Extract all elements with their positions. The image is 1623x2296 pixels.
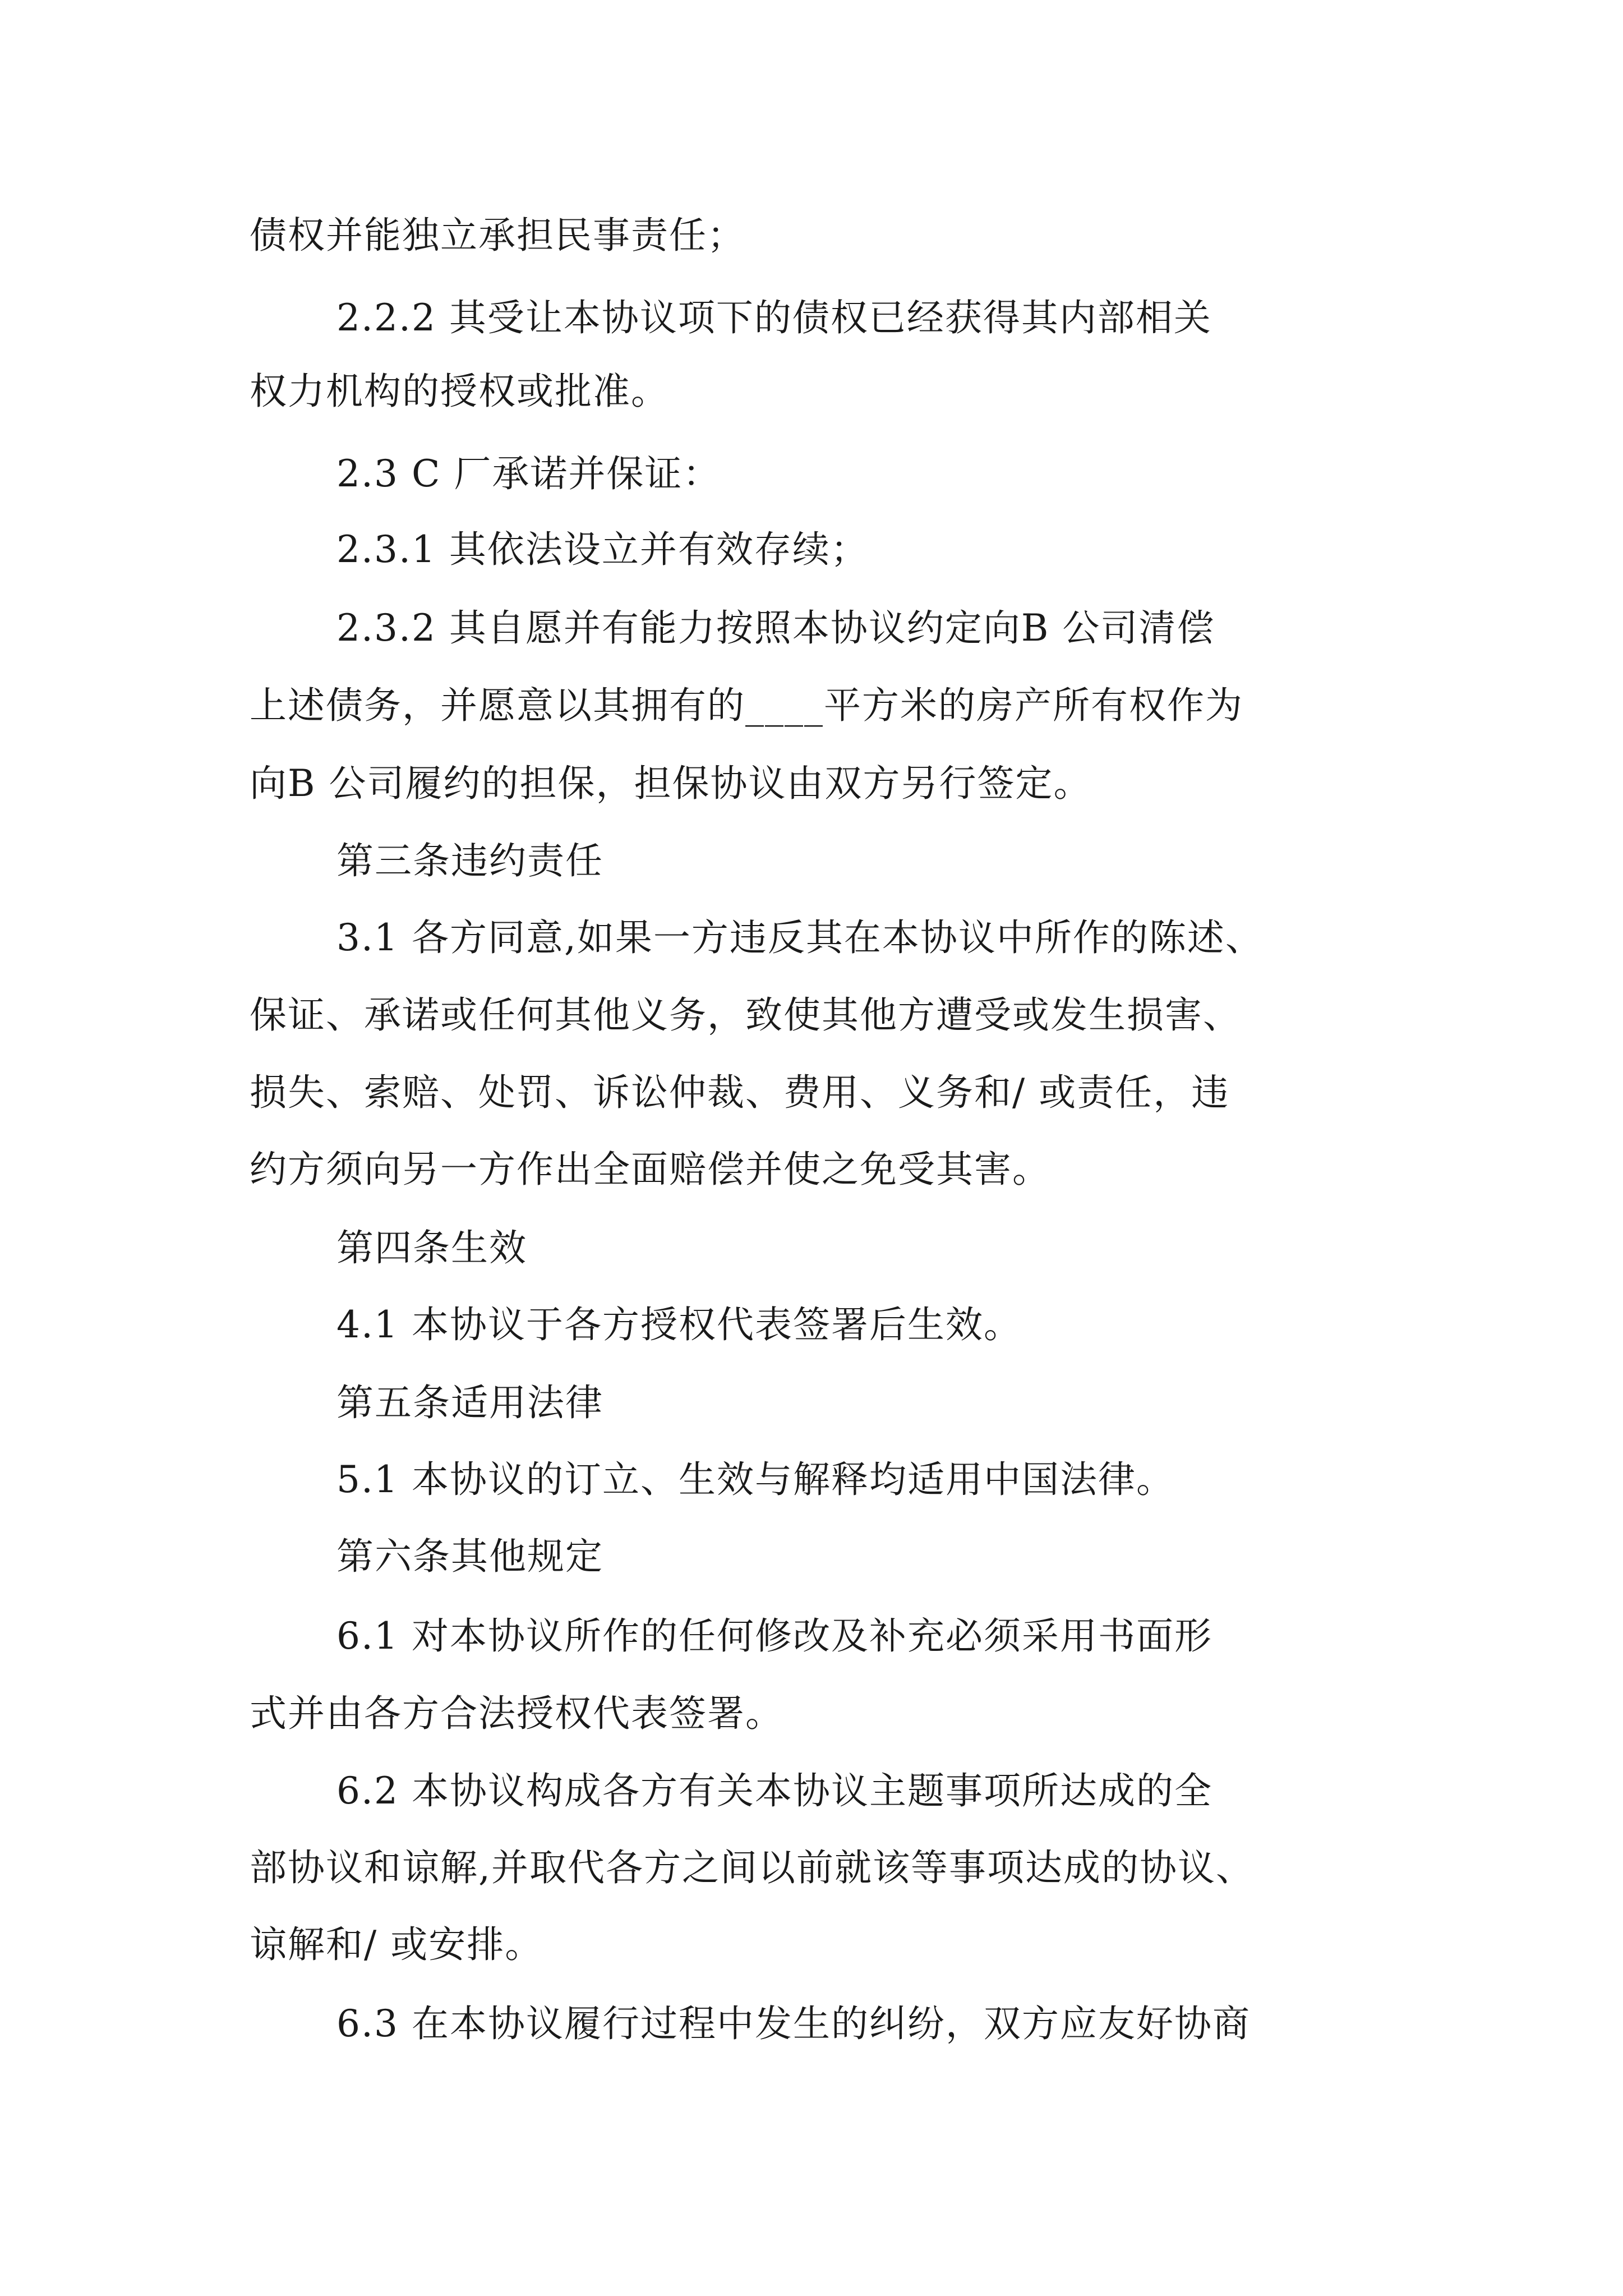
text-line: 5.1 本协议的订立、生效与解释均适用中国法律。 — [336, 1458, 1174, 1501]
section-heading: 第四条生效 — [336, 1226, 527, 1269]
text-line: 上述债务，并愿意以其拥有的____平方米的房产所有权作为 — [250, 684, 1243, 727]
text-line: 2.3 C 厂承诺并保证： — [336, 452, 721, 495]
section-heading: 第三条违约责任 — [336, 839, 603, 882]
text-line: 谅解和/ 或安排。 — [250, 1923, 543, 1966]
text-line: 3.1 各方同意,如果一方违反其在本协议中所作的陈述、 — [336, 916, 1264, 959]
text-line: 2.2.2 其受让本协议项下的债权已经获得其内部相关 — [336, 296, 1212, 339]
text-line: 债权并能独立承担民事责任； — [250, 214, 745, 257]
text-line: 6.3 在本协议履行过程中发生的纠纷，双方应友好协商 — [336, 2002, 1251, 2045]
text-line: 4.1 本协议于各方授权代表签署后生效。 — [336, 1303, 1022, 1346]
text-line: 6.2 本协议构成各方有关本协议主题事项所达成的全 — [336, 1769, 1212, 1812]
text-line: 向B 公司履约的担保，担保协议由双方另行签定。 — [250, 762, 1092, 805]
text-line: 6.1 对本协议所作的任何修改及补充必须采用书面形 — [336, 1614, 1212, 1658]
text-line: 保证、承诺或任何其他义务，致使其他方遭受或发生损害、 — [250, 993, 1241, 1037]
text-line: 部协议和谅解,并取代各方之间以前就该等事项达成的协议、 — [250, 1846, 1254, 1889]
text-line: 2.3.1 其依法设立并有效存续； — [336, 528, 869, 571]
text-line: 约方须向另一方作出全面赔偿并使之免受其害。 — [250, 1148, 1050, 1191]
text-line: 权力机构的授权或批准。 — [250, 370, 669, 413]
section-heading: 第六条其他规定 — [336, 1535, 603, 1578]
text-line: 2.3.2 其自愿并有能力按照本协议约定向B 公司清偿 — [336, 606, 1215, 650]
text-line: 损失、索赔、处罚、诉讼仲裁、费用、义务和/ 或责任，违 — [250, 1071, 1230, 1114]
text-line: 式并由各方合法授权代表签署。 — [250, 1692, 783, 1735]
section-heading: 第五条适用法律 — [336, 1381, 603, 1424]
